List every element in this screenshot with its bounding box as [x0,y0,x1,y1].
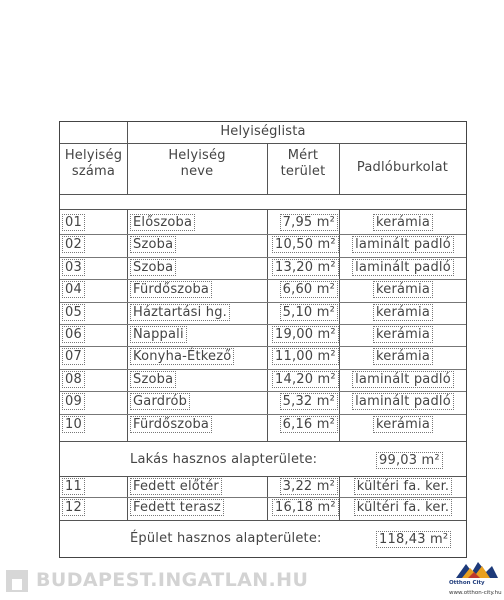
room-name-cell [130,305,230,320]
room-number: 03 [62,259,85,276]
column-divider [127,209,128,441]
room-number-cell [62,372,85,387]
room-floor: kerámia [373,348,433,365]
room-name-cell [130,282,212,297]
room-area-cell [272,500,338,515]
divider [60,209,466,210]
room-floor: laminált padló [352,259,454,276]
room-area: 5,10 m² [280,304,338,321]
column-divider [339,476,340,520]
room-area: 6,16 m² [280,416,338,433]
row-divider [60,346,466,347]
room-name-cell [130,237,176,252]
room-name: Előszoba [130,214,195,231]
room-floor-cell [342,215,464,230]
room-name: Szoba [130,259,176,276]
room-name: Gardrób [130,393,190,410]
room-number-cell [62,215,85,230]
room-area-cell [272,394,338,409]
room-area: 14,20 m² [272,371,339,388]
room-area-cell [272,349,338,364]
room-number: 04 [62,281,85,298]
room-floor-cell [342,305,464,320]
room-number: 02 [62,236,85,253]
room-number: 08 [62,371,85,388]
header-floor: Padlóburkolat [356,160,449,175]
room-area-cell [272,237,338,252]
house-icon [6,570,28,592]
room-number-cell [62,237,85,252]
room-number-cell [62,500,85,515]
room-floor: kerámia [373,304,433,321]
room-number: 01 [62,214,85,231]
room-name-cell [130,349,234,364]
room-name: Háztartási hg. [130,304,230,321]
column-divider [339,143,340,194]
room-floor-cell [342,394,464,409]
room-floor: laminált padló [352,371,454,388]
room-floor-cell [342,237,464,252]
room-area: 5,32 m² [280,393,338,410]
header-room-number-line2: száma [71,164,116,179]
room-floor: laminált padló [352,393,454,410]
room-list-table [59,121,467,558]
logo-brand: Otthon City [449,580,485,586]
room-number-cell [62,282,85,297]
row-divider [60,391,466,392]
room-name: Fedett előtér [130,478,222,495]
row-divider [60,234,466,235]
header-room-name-line2: neve [180,164,214,179]
room-area: 11,00 m² [272,348,339,365]
header-area-line1: Mért [287,148,319,163]
room-area-cell [272,372,338,387]
room-area: 6,60 m² [280,281,338,298]
building-total-label: Épület hasznos alapterülete: [130,531,322,546]
room-number: 11 [62,478,85,495]
room-area-cell [272,327,338,342]
room-number: 12 [62,499,85,516]
room-number-cell [62,394,85,409]
room-floor: kerámia [373,326,433,343]
column-divider [127,476,128,520]
room-floor: kültéri fa. ker. [354,478,453,495]
room-name-cell [130,500,224,515]
room-floor-cell [342,327,464,342]
room-floor: kültéri fa. ker. [354,499,453,516]
watermark [6,568,309,594]
column-divider [127,122,128,194]
room-name-cell [130,327,187,342]
divider [60,194,466,195]
room-name: Fedett terasz [130,499,224,516]
room-area-cell [272,305,338,320]
row-divider [60,302,466,303]
divider [60,476,466,477]
column-divider [267,209,268,441]
room-area-cell [272,282,338,297]
divider [60,520,466,521]
room-area-cell [272,417,338,432]
room-area-cell [272,479,338,494]
column-divider [267,143,268,194]
room-name-cell [130,215,195,230]
room-name-cell [130,479,222,494]
row-divider [60,497,466,498]
room-name-cell [130,260,176,275]
apartment-total-value: 99,03 m² [376,452,443,469]
room-number-cell [62,479,85,494]
room-number: 09 [62,393,85,410]
room-number-cell [62,327,85,342]
room-number: 06 [62,326,85,343]
room-name: Szoba [130,236,176,253]
room-name-cell [130,372,176,387]
header-area-line2: terület [280,164,326,179]
room-name: Szoba [130,371,176,388]
column-divider [339,209,340,441]
divider [60,143,466,144]
room-area: 10,50 m² [272,236,339,253]
room-floor-cell [342,282,464,297]
room-floor-cell [342,500,464,515]
header-room-number-line1: Helyiség [64,148,123,163]
divider [60,441,466,442]
room-number: 10 [62,416,85,433]
room-area: 3,22 m² [280,478,338,495]
room-area: 19,00 m² [272,326,339,343]
room-area-cell [272,215,338,230]
header-room-name-line1: Helyiség [168,148,226,163]
room-area-cell [272,260,338,275]
room-number-cell [62,417,85,432]
room-name-cell [130,394,190,409]
building-total-value: 118,43 m² [376,531,451,548]
room-number: 05 [62,304,85,321]
room-name: Fürdőszoba [130,281,212,298]
room-floor-cell [342,372,464,387]
room-floor-cell [342,417,464,432]
row-divider [60,414,466,415]
room-area: 16,18 m² [272,499,339,516]
room-name: Konyha-Étkező [130,348,234,365]
apartment-total-label: Lakás hasznos alapterülete: [130,452,318,467]
header-room-name [127,148,267,180]
watermark-text: BUDAPEST.INGATLAN.HU [36,569,309,591]
room-floor-cell [342,349,464,364]
room-floor-cell [342,479,464,494]
room-area: 13,20 m² [272,259,339,276]
room-number: 07 [62,348,85,365]
row-divider [60,279,466,280]
row-divider [60,369,466,370]
room-floor: laminált padló [352,236,454,253]
header-room-number [60,148,127,180]
room-floor: kerámia [373,416,433,433]
header-area [267,148,339,180]
room-floor: kerámia [373,281,433,298]
room-area: 7,95 m² [280,214,338,231]
room-number-cell [62,260,85,275]
logo-url: www.otthon-city.hu [449,590,502,596]
room-name: Nappali [130,326,187,343]
room-floor-cell [342,260,464,275]
room-number-cell [62,349,85,364]
row-divider [60,324,466,325]
table-title: Helyiséglista [220,124,306,139]
room-name-cell [130,417,212,432]
row-divider [60,257,466,258]
room-floor: kerámia [373,214,433,231]
room-name: Fürdőszoba [130,416,212,433]
room-number-cell [62,305,85,320]
column-divider [267,476,268,520]
